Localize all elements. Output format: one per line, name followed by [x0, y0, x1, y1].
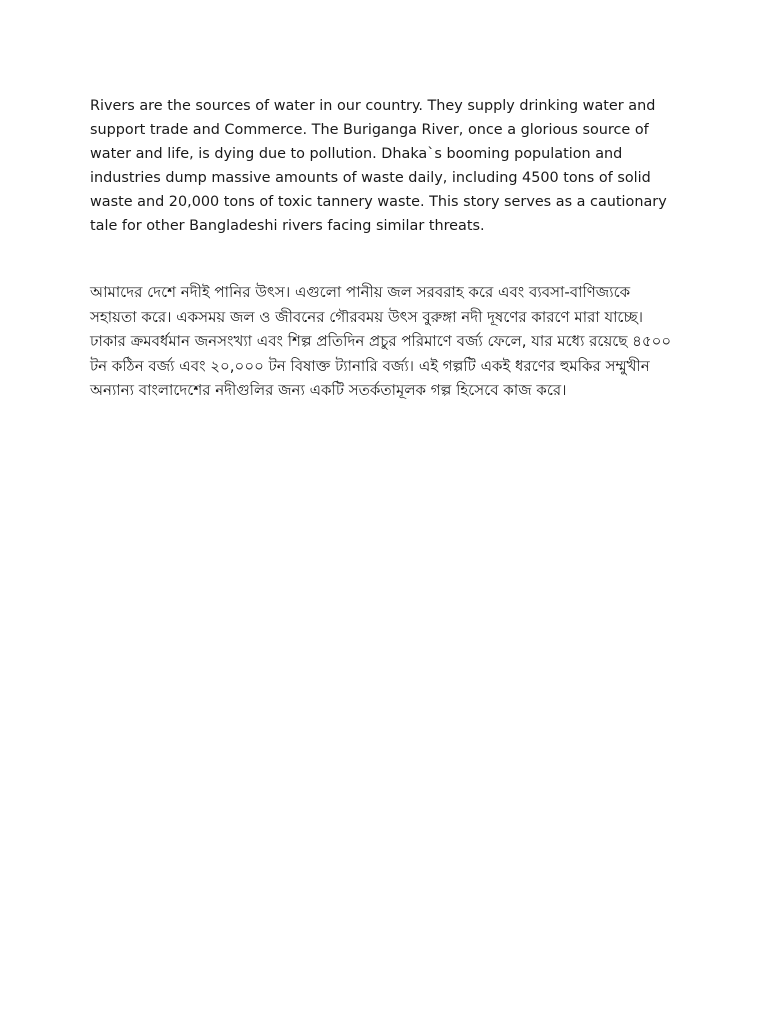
bangla-paragraph: আমাদের দেশে নদীই পানির উৎস। এগুলো পানীয় জল সরবরাহ করে এবং ব্যবসা-বাণিজ্যকে সহায়তা করে। একসময় জল ও জীবনের গৌরবময় উৎস বুরুঙ্গা নদী দূষণের কারণে মারা যাচ্ছে। ঢাকার ক্রমবর্ধমান জনসংখ্যা এবং শিল্প প্রতিদিন প্রচুর পরিমাণে বর্জ্য ফেলে, যার মধ্যে রয়েছে ৪৫০০ টন কঠিন বর্জ্য এবং ২০,০০০ টন বিষাক্ত ট্যানারি বর্জ্য। এই গল্পটি একই ধরণের হুমকির সম্মুখীন অন্যান্য বাংলাদেশের নদীগুলির জন্য একটি সতর্কতামূলক গল্প হিসেবে কাজ করে। [90, 283, 672, 399]
english-paragraph: Rivers are the sources of water in our country. They supply drinking water and support trade and Commerce. The Buriganga River, once a glorious source of water and life, is dying due to pollution. Dhaka`s booming population and industries dump massive amounts of waste daily, including 4500 tons of solid waste and 20,000 tons of toxic tannery waste. This story serves as a cautionary tale for other Bangladeshi rivers facing similar threats. [90, 98, 667, 234]
